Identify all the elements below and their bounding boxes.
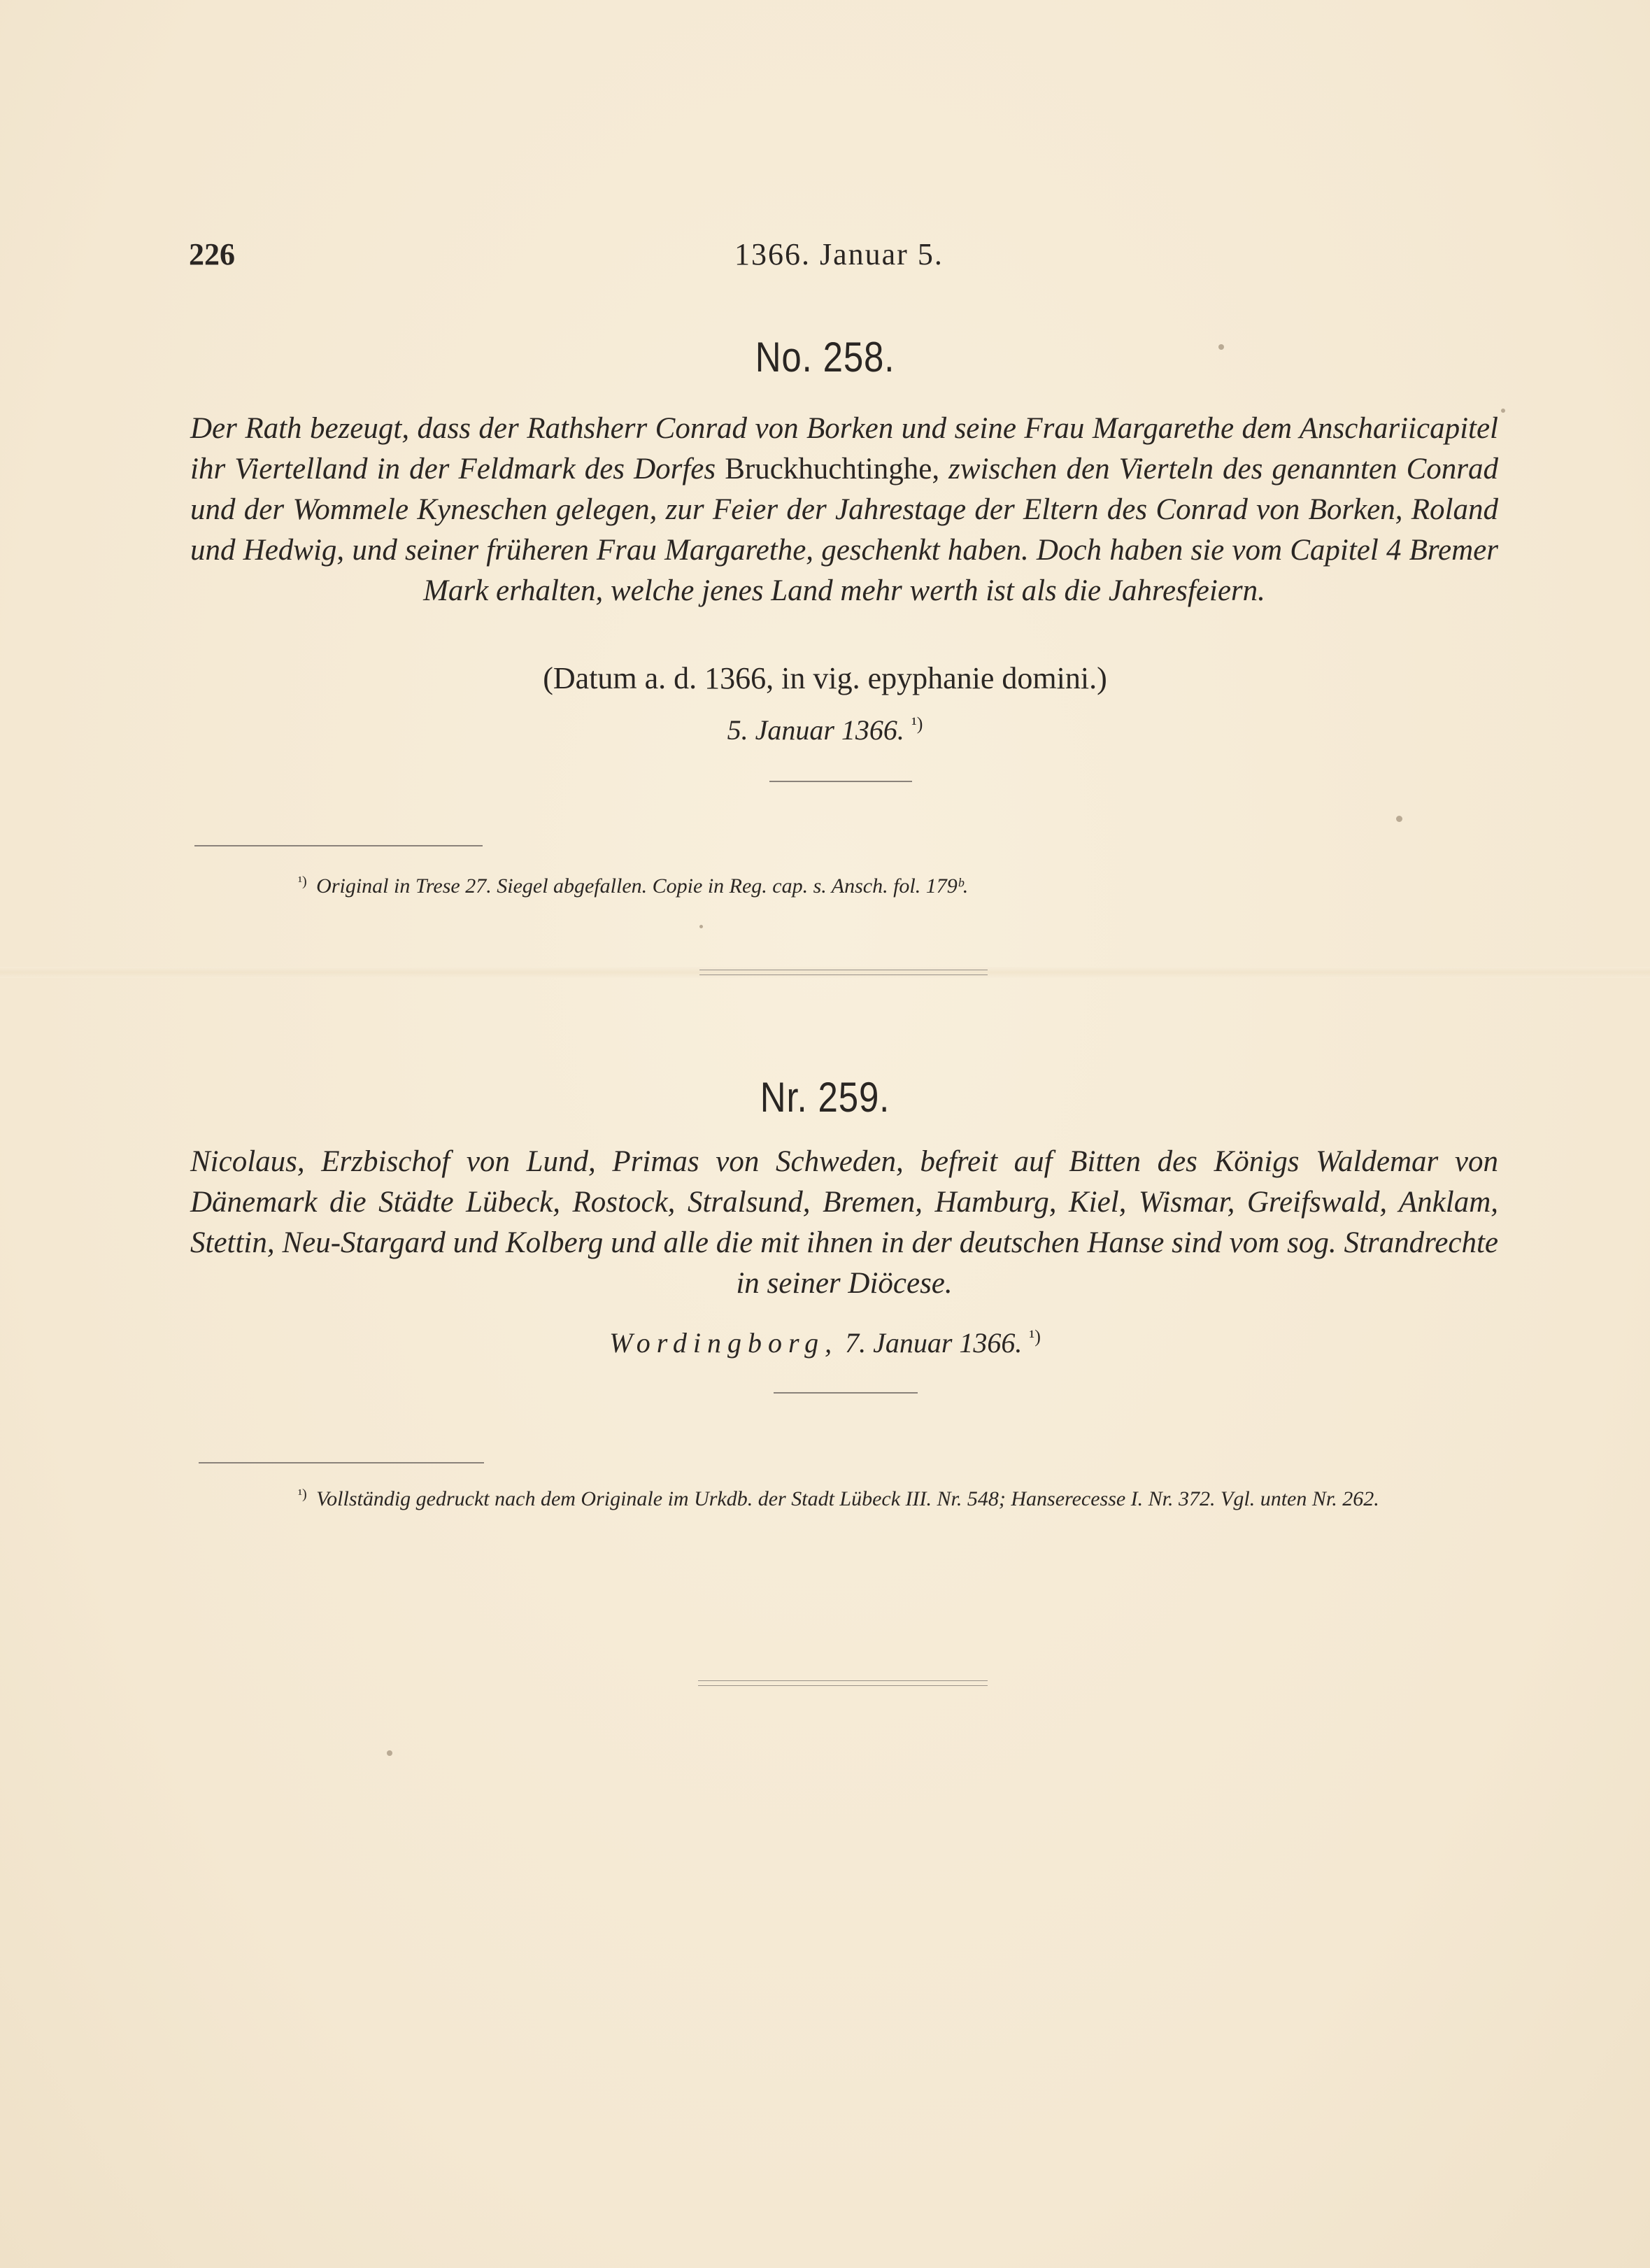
section-rule [769,781,912,782]
place-259: Wordingborg, [609,1327,839,1359]
scan-speck [1396,816,1402,822]
page-end-rule [698,1680,988,1686]
regest-259-text: Nicolaus, Erzbischof von Lund, Primas von Schweden, befreit auf Bitten des Königs Waldemar von Dänemark die Städte Lübeck, Rostock, Stralsund, Bremen, Hamburg, Kiel, Wismar, Greifswald, Anklam, Stettin, Neu-Stargard und Kolberg und alle die mit ihnen in der deutschen Hanse sind vom sog. Strandrechte in seiner Diöcese. [190,1145,1498,1300]
footnote-rule [194,845,483,846]
regest-258-text: Der Rath bezeugt, dass der Rathsherr Conrad von Borken und seine Frau Margarethe dem Anschariicapitel ihr Viertelland in der Feldmark des Dorfes [190,412,1498,486]
scan-speck [1501,409,1505,413]
page-end-rule [699,970,988,975]
page-number: 226 [189,237,235,271]
footnote-259 [194,1479,1495,1515]
scan-speck [699,925,703,928]
date-line-258 [0,714,1650,746]
footnote-259-text: Vollständig gedruckt nach dem Originale im Urkdb. der Stadt Lübeck III. Nr. 548; Hanserecesse I. Nr. 372. Vgl. unten Nr. 262. [316,1487,1379,1510]
document-number-258: No. 258. [755,334,895,381]
date-258-note: ¹) [911,714,923,734]
regest-259 [190,1142,1498,1304]
footnote-258-mark: ¹) [298,874,307,889]
date-line-259 [0,1326,1650,1359]
regest-258-place: Bruckhuchtinghe, [725,453,940,486]
footnote-259-mark: ¹) [298,1487,307,1502]
date-258: 5. Januar 1366. [727,714,904,746]
running-head [189,236,1455,278]
scan-speck [387,1750,392,1756]
document-number-259: Nr. 259. [760,1074,890,1121]
regest-258-text-continued: zwischen den Vierteln des genannten Conrad und der Wommele Kyneschen gelegen, zur Feier der Jahrestage der Eltern des Conrad von Borken, Roland und Hedwig, und seiner früheren Frau Margarethe, geschenkt haben. Doch haben sie vom Capitel 4 Bremer Mark erhalten, welche jenes Land mehr werth ist als die Jahresfeiern. [190,453,1498,607]
datum-258: (Datum a. d. 1366, in vig. epyphanie domini.) [543,661,1107,695]
footnote-258 [298,866,1487,902]
footnote-258-text: Original in Trese 27. Siegel abgefallen. Copie in Reg. cap. s. Ansch. fol. 179ᵇ. [316,874,969,898]
date-259: 7. Januar 1366. [845,1327,1023,1359]
regest-258 [190,409,1498,611]
date-259-note: ¹) [1029,1326,1041,1347]
running-head-date: 1366. Januar 5. [734,237,944,271]
footnote-rule [199,1462,484,1463]
section-rule [774,1392,918,1394]
